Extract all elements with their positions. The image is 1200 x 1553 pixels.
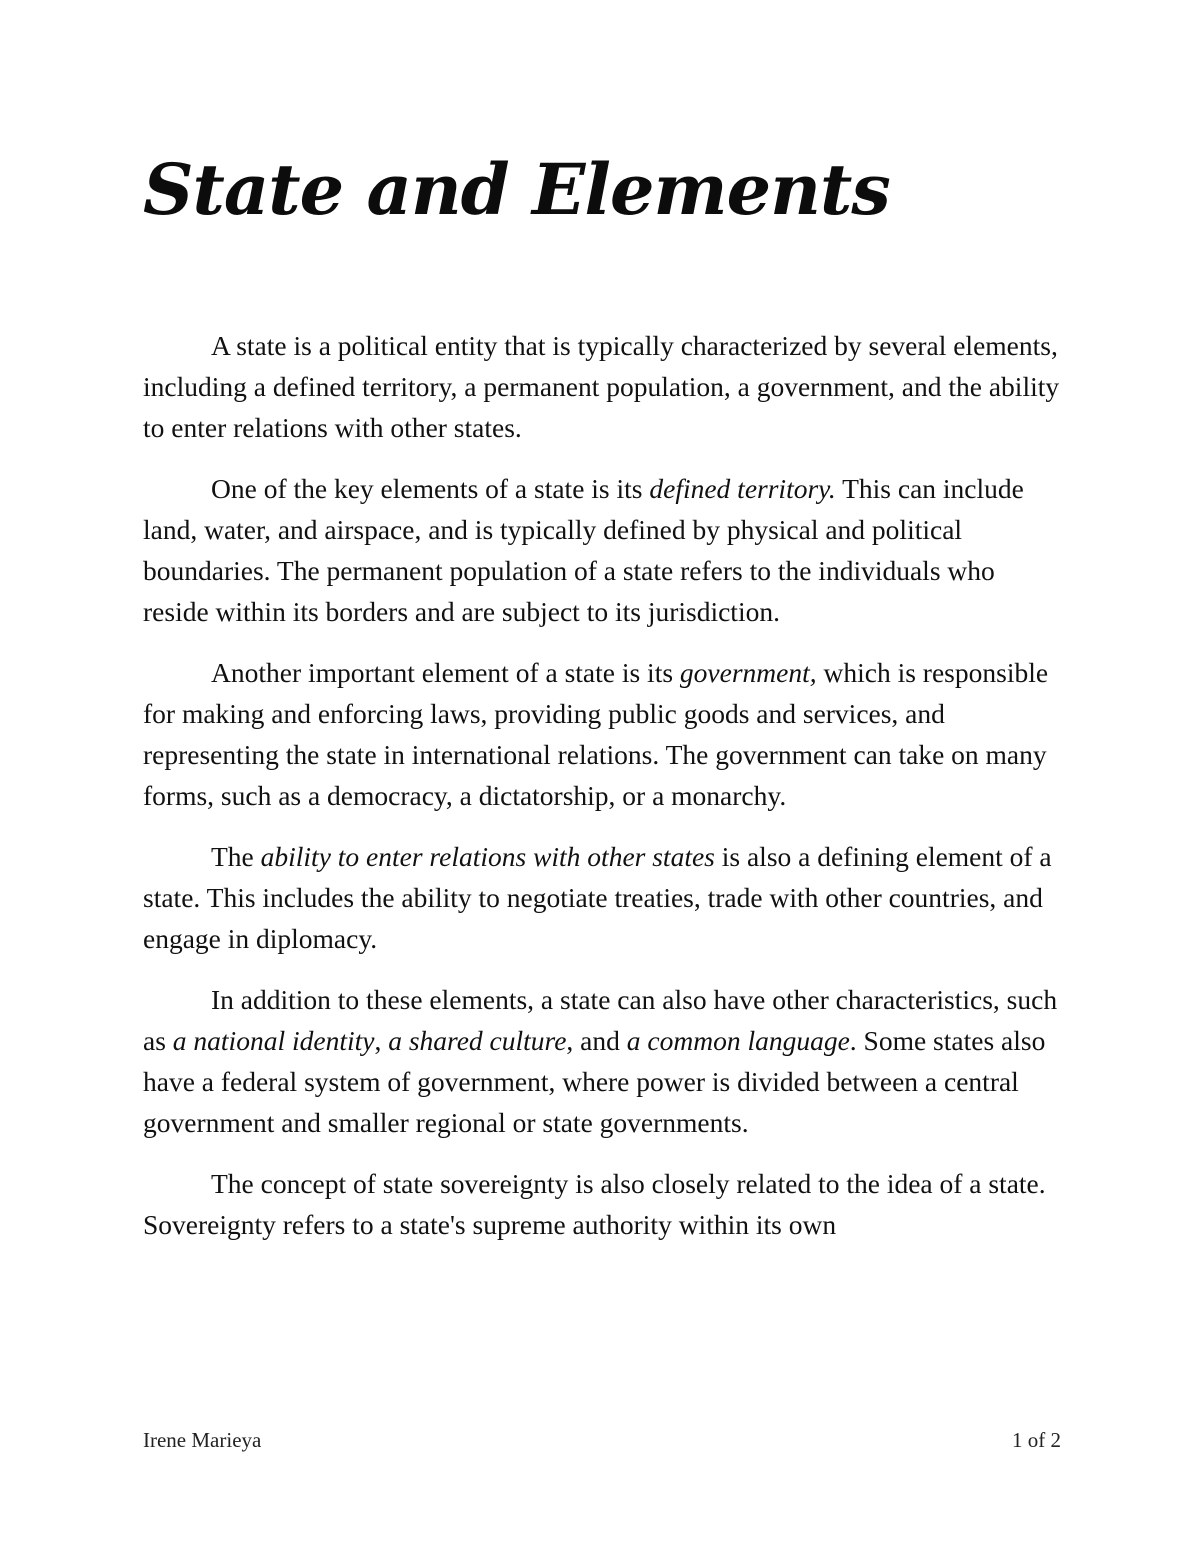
- paragraph-text: This can include land, water, and airspace, and is typically defined by physical and political boundaries. The permanent population of a state refers to the individuals who reside within its borders and are subject to its jurisdiction.: [143, 473, 1024, 627]
- paragraph-text: The: [211, 841, 261, 872]
- body-paragraph: [143, 325, 1065, 448]
- footer-author: Irene Marieya: [143, 1428, 262, 1452]
- paragraph-text: , and: [566, 1025, 627, 1056]
- paragraph-text: ,: [374, 1025, 389, 1056]
- paragraph-text: The concept of state sovereignty is also closely related to the idea of a state. Sovereignty refers to a state's supreme authority within its own: [143, 1168, 1046, 1240]
- footer-page-indicator: 1 of 2: [1012, 1428, 1061, 1452]
- paragraph-text: is also a defining element of a state. This includes the ability to negotiate treaties, trade with other countries, and engage in diplomacy.: [143, 841, 1052, 954]
- paragraph-text: One of the key elements of a state is its: [211, 473, 650, 504]
- paragraph-text: In addition to these elements, a state can also have other characteristics, such as: [143, 984, 1058, 1056]
- paragraph-text: which is responsible for making and enforcing laws, providing public goods and services, and representing the state in international relations. The government can take on many forms, such as a democracy, a dictatorship, or a monarchy.: [143, 657, 1049, 811]
- paragraph-text: . Some states also have a federal system of government, where power is divided between a central government and smaller regional or state governments.: [143, 1025, 1046, 1138]
- emphasized-text: a common language: [626, 1025, 850, 1056]
- emphasized-text: a shared culture: [388, 1025, 567, 1056]
- document-title: State and Elements: [143, 148, 890, 231]
- emphasized-text: government,: [679, 657, 817, 688]
- document-body: [143, 325, 1065, 1265]
- body-paragraph: [143, 652, 1065, 816]
- paragraph-text: Another important element of a state is its: [211, 657, 680, 688]
- paragraph-text: A state is a political entity that is typically characterized by several elements, including a defined territory, a permanent population, a government, and the ability to enter relations with other states.: [143, 330, 1060, 443]
- body-paragraph: [143, 836, 1065, 959]
- body-paragraph: [143, 468, 1065, 632]
- emphasized-text: ability to enter relations with other states: [260, 841, 715, 872]
- page-footer: [143, 1425, 1061, 1455]
- body-paragraph: [143, 979, 1065, 1143]
- emphasized-text: defined territory.: [649, 473, 836, 504]
- body-paragraph: [143, 1163, 1065, 1245]
- emphasized-text: a national identity: [172, 1025, 375, 1056]
